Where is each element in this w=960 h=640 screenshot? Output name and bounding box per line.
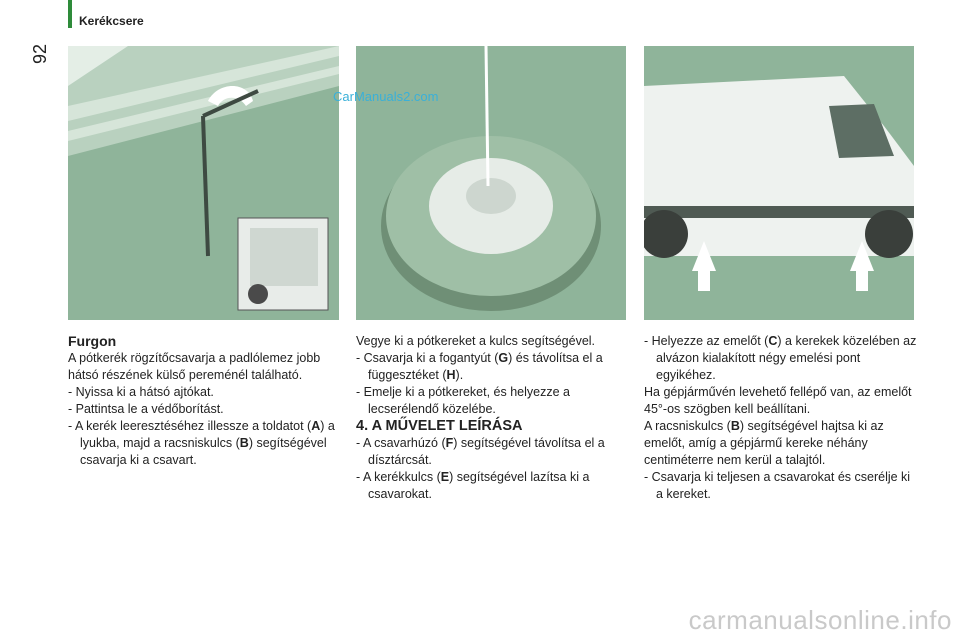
text-segment: - Csavarja ki a fogantyút ( bbox=[356, 351, 499, 365]
text-segment: - A csavarhúzó ( bbox=[356, 436, 446, 450]
van-rear-wheel bbox=[248, 284, 268, 304]
text-segment: - A kerékkulcs ( bbox=[356, 470, 441, 484]
text-segment: - Helyezze az emelőt ( bbox=[644, 334, 769, 348]
text-segment: ) segítségével csavarja ki a csavart. bbox=[80, 436, 327, 467]
text-segment: ). bbox=[455, 368, 464, 382]
section-accent-bar bbox=[68, 0, 72, 28]
bullet-open-doors: - Nyissa ki a hátsó ajtókat. bbox=[68, 385, 214, 399]
heading-furgon: Furgon bbox=[68, 333, 117, 349]
text-segment: ) a kerekek közelében az alvázon kialakított négy emelési pont egyikéhez. bbox=[656, 334, 917, 382]
bullet-lift-wheel: - Emelje ki a pótkereket, és helyezze a lecserélendő közelébe. bbox=[356, 385, 570, 416]
bullet-remove-hubcap bbox=[356, 435, 631, 469]
text-column-3 bbox=[644, 333, 919, 503]
label-e: E bbox=[440, 470, 450, 484]
section-title: Kerékcsere bbox=[79, 14, 144, 28]
bullet-loosen-bolts bbox=[356, 469, 631, 503]
hub bbox=[466, 178, 516, 214]
text-segment: ) segítségével hajtsa ki az emelőt, amíg a gépjármű kereke néhány centiméterre nem kerül a talajtól. bbox=[644, 419, 884, 467]
bullet-place-jack bbox=[644, 333, 919, 384]
paragraph-take-out: Vegye ki a pótkereket a kulcs segítségével. bbox=[356, 334, 596, 348]
text-segment: ) segítségével lazítsa ki a csavarokat. bbox=[368, 470, 590, 501]
spare-wheel-drawing bbox=[356, 46, 626, 320]
bullet-remove-cover: - Pattintsa le a védőborítást. bbox=[68, 402, 224, 416]
label-b: B bbox=[239, 436, 249, 450]
text-column-2 bbox=[356, 333, 631, 503]
page-number: 92 bbox=[30, 43, 50, 64]
text-segment: ) és távolítsa el a függesztéket ( bbox=[368, 351, 603, 382]
label-g: G bbox=[498, 351, 509, 365]
bullet-unscrew-handle bbox=[356, 350, 631, 384]
illustration-spare-wheel bbox=[356, 46, 626, 320]
label-a: A bbox=[311, 419, 321, 433]
winch-cable bbox=[486, 46, 488, 186]
van-window bbox=[829, 104, 894, 158]
watermark-carmanuals2[interactable]: CarManuals2.com bbox=[333, 89, 439, 104]
label-c: C bbox=[768, 334, 778, 348]
page-number-container bbox=[30, 18, 56, 68]
text-segment: A racsniskulcs ( bbox=[644, 419, 731, 433]
label-h: H bbox=[446, 368, 456, 382]
floor-wrench-drawing bbox=[68, 46, 339, 320]
bullet-replace-wheel: - Csavarja ki teljesen a csavarokat és cserélje ki a kereket. bbox=[644, 470, 911, 501]
illustration-floor-wrench bbox=[68, 46, 339, 320]
paragraph-step-angle: Ha gépjárművén levehető fellépő van, az emelőt 45°-os szögben kell beállítani. bbox=[644, 385, 912, 416]
van-rear-door bbox=[250, 228, 318, 286]
van-side-drawing bbox=[644, 46, 914, 320]
label-b: B bbox=[730, 419, 740, 433]
bullet-lower-wheel bbox=[68, 418, 340, 469]
paragraph-raise-jack bbox=[644, 418, 919, 469]
text-segment: ) a lyukba, majd a racsniskulcs ( bbox=[80, 419, 335, 450]
text-segment: - A kerék leeresztéséhez illessze a toldatot ( bbox=[68, 419, 312, 433]
paragraph-intro: A pótkerék rögzítőcsavarja a padlólemez jobb hátsó részének külső pereménél található. bbox=[68, 351, 321, 382]
illustration-van-side bbox=[644, 46, 914, 320]
wrench-bar bbox=[203, 116, 208, 256]
label-f: F bbox=[445, 436, 454, 450]
text-segment: ) segítségével távolítsa el a dísztárcsát. bbox=[368, 436, 605, 467]
heading-procedure: 4. A MŰVELET LEÍRÁSA bbox=[356, 418, 523, 434]
text-column-1 bbox=[68, 333, 340, 469]
van-wheel-front bbox=[865, 210, 913, 258]
watermark-carmanualsonline[interactable]: carmanualsonline.info bbox=[688, 605, 952, 635]
